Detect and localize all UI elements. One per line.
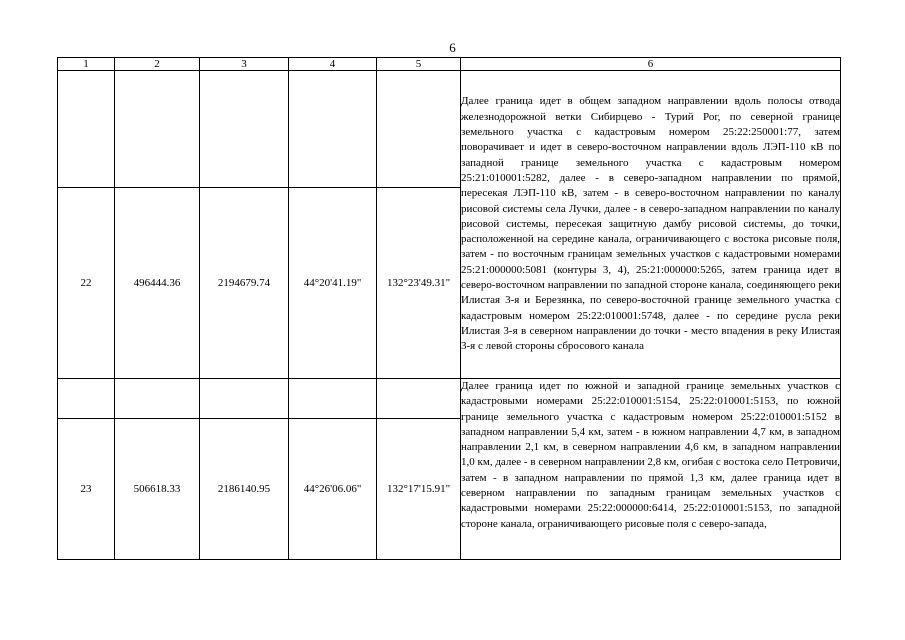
page-number: 6: [449, 40, 456, 55]
empty-cell: [289, 379, 377, 419]
longitude: 132°17'15.91": [377, 419, 461, 560]
empty-cell: [377, 71, 461, 188]
empty-cell: [377, 379, 461, 419]
coordinate-y: 2194679.74: [200, 188, 289, 379]
column-header: 4: [289, 58, 377, 71]
column-header: 1: [58, 58, 115, 71]
coordinate-x: 496444.36: [115, 188, 200, 379]
empty-cell: [58, 379, 115, 419]
column-header: 3: [200, 58, 289, 71]
empty-cell: [200, 71, 289, 188]
boundary-description: Далее граница идет по южной и западной границе земельных участков с кадастровыми номерами 25:22:010001:5154, 25:22:010001:5153, по южной границе земельного участка с кадастровым номером 25:22:010001:5152 в западном направлении 5,4 км, затем - в южном направлении 4,7 км, в западном направлении 2,1 км, в северном направлении 4,6 км, в западном направлении 1,0 км, далее - в северном направлении 2,8 км, огибая с востока село Петровичи, затем - в западном направлении по прямой 1,3 км, далее граница идет в северном направлении по западным границам земельных участков с кадастровыми номерами 25:22:000000:6414, 25:22:010001:5153, по западной стороне канала, ограничивающего рисовые поля с северо-запада,: [461, 379, 841, 560]
table-header-row: [58, 58, 841, 71]
empty-cell: [200, 379, 289, 419]
latitude: 44°26'06.06": [289, 419, 377, 560]
latitude: 44°20'41.19": [289, 188, 377, 379]
empty-cell: [115, 379, 200, 419]
longitude: 132°23'49.31": [377, 188, 461, 379]
empty-cell: [58, 71, 115, 188]
point-number: 23: [58, 419, 115, 560]
column-header: 5: [377, 58, 461, 71]
coordinate-x: 506618.33: [115, 419, 200, 560]
column-header: 2: [115, 58, 200, 71]
table-row: [58, 379, 841, 419]
column-header: 6: [461, 58, 841, 71]
point-number: 22: [58, 188, 115, 379]
boundary-description: Далее граница идет в общем западном направлении вдоль полосы отвода железнодорожной ветки Сибирцево - Турий Рог, по северной границе земельного участка с кадастровым номером 25:22:250001:77, затем поворачивает и идет в северо-восточном направлении вдоль ЛЭП-110 кВ по западной границе земельного участка с кадастровым номером 25:21:010001:5282, далее - в северо-западном направлении по прямой, пересекая ЛЭП-110 кВ, затем - в северо-восточном направлении по каналу рисовой системы села Лучки, далее - в северо-западном направлении по каналу рисовой системы, пересекая защитную дамбу рисовой системы, до точки, расположенной на середине канала, ограничивающего с востока рисовые поля, затем - по восточным границам земельных участков с кадастровыми номерами 25:21:000000:5081 (контуры 3, 4), 25:21:000000:5265, затем граница идет в северо-восточном направлении по западной стороне канала, соединяющего реки Илистая 3-я и Березянка, по северо-восточной границе земельного участка с кадастровым номером 25:22:010001:5748, далее - по середине русла реки Илистая 3-я в северном направлении до точки - место впадения в реку Илистая 3-я с левой стороны сбросового канала: [461, 71, 841, 379]
boundary-table: [57, 57, 841, 560]
empty-cell: [115, 71, 200, 188]
coordinate-y: 2186140.95: [200, 419, 289, 560]
empty-cell: [289, 71, 377, 188]
table-row: [58, 71, 841, 188]
